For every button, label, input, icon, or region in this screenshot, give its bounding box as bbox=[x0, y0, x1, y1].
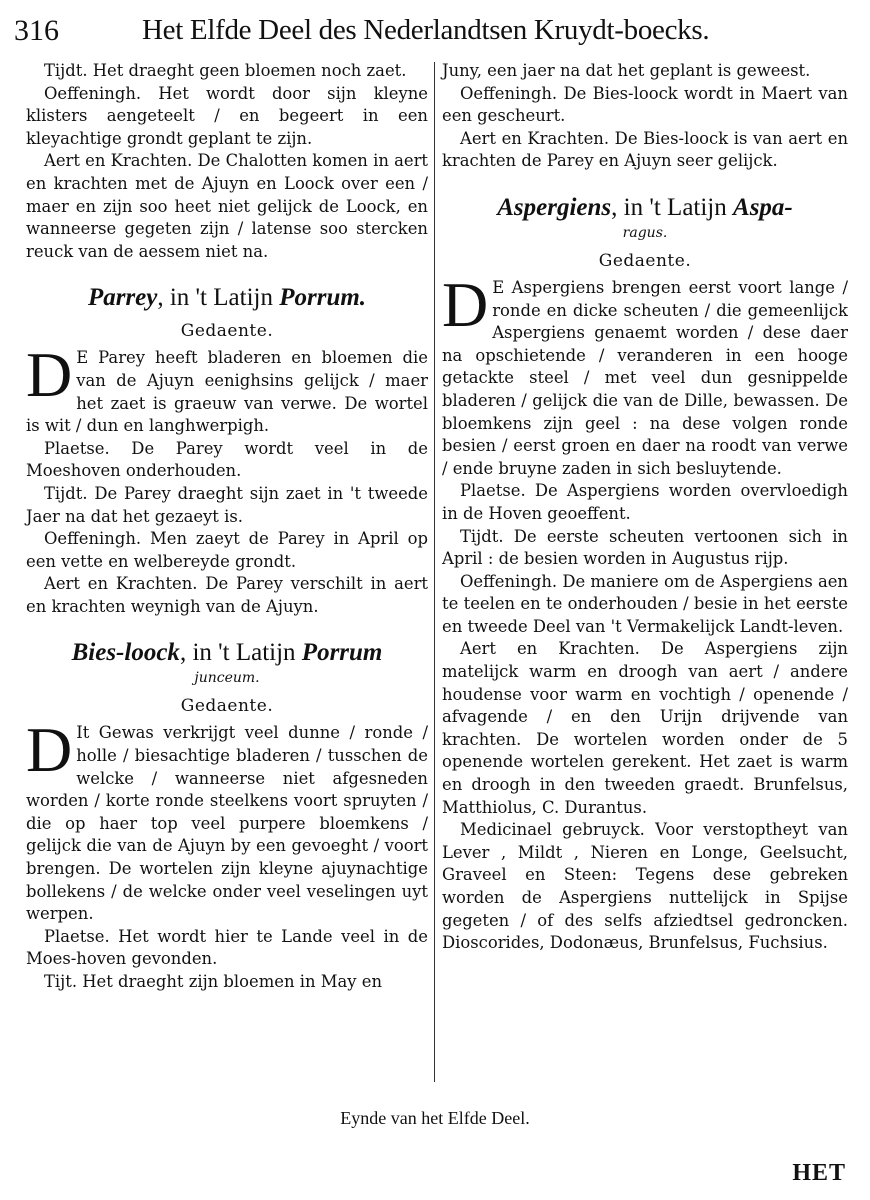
column-divider bbox=[434, 62, 435, 1082]
section-heading-parrey bbox=[26, 283, 428, 313]
end-of-part-line: Eynde van het Elfde Deel. bbox=[340, 1108, 530, 1128]
heading-aspergiens-rest: , in 't Latijn bbox=[611, 193, 734, 221]
left-intro-oeffeningh: Oeffeningh. Het wordt door sijn kleyne klisters aengeteelt / en begeert in een kleyachtige grondt geplant te zijn. bbox=[26, 83, 428, 148]
aspergiens-description bbox=[442, 268, 848, 480]
section-heading-bies-loock bbox=[26, 638, 428, 668]
heading-aspergiens-name: Aspergiens bbox=[497, 193, 612, 221]
parrey-aert: Aert en Krachten. De Parey verschilt in aert en krachten weynigh van de Ajuyn. bbox=[26, 574, 428, 616]
bies-loock-plaetse: Plaetse. Het wordt hier te Lande veel in de Moes-hoven gevonden. bbox=[26, 926, 428, 969]
catchword: HET bbox=[792, 1160, 846, 1186]
left-intro-aert: Aert en Krachten. De Chalotten komen in aert en krachten met de Ajuyn en Loock over een / maer en zijn soo heet niet gelijck de Loock, en wanneerse gegeten zijn / latense soo stercken reuck van de aessem niet na. bbox=[26, 151, 428, 261]
heading-bies-loock-latin: Porrum bbox=[301, 639, 383, 667]
heading-aspergiens-latin: Aspa- bbox=[733, 193, 793, 221]
section-heading-aspergiens bbox=[442, 193, 848, 223]
bies-loock-description bbox=[26, 714, 428, 925]
running-title: Het Elfde Deel des Nederlandtsen Kruydt-boecks. bbox=[142, 14, 710, 46]
aspergiens-gedaente-label: Gedaente. bbox=[598, 250, 692, 271]
right-intro-continuation: Juny, een jaer na dat het geplant is geweest. bbox=[442, 61, 811, 80]
heading-bies-loock-rest: , in 't Latijn bbox=[179, 639, 302, 667]
heading-parrey-latin: Porrum. bbox=[279, 284, 367, 312]
bies-loock-gedaente-label: Gedaente. bbox=[180, 696, 274, 717]
aspergiens-drop-cap: D bbox=[442, 268, 489, 340]
left-column bbox=[26, 60, 428, 994]
parrey-plaetse: Plaetse. De Parey wordt veel in de Moeshoven onderhouden. bbox=[26, 438, 428, 481]
parrey-tijdt: Tijdt. De Parey draeght sijn zaet in 't tweede Jaer na dat het gezaeyt is. bbox=[26, 483, 428, 526]
aspergiens-oeffeningh: Oeffeningh. De maniere om de Aspergiens aen te teelen en te onderhouden / besie in het eerste en tweede Deel van 't Vermakelijck Landt-leven. bbox=[442, 571, 848, 636]
aspergiens-description-text: E Aspergiens brengen eerst voort lange / ronde en dicke scheuten / die gemeenlijck Aspergiens genaemt worden / dese daer na opschietende / veranderen in een hooge getackte steel / met veel dun gesnippelde bladeren / gelijck die van de Dille, bewassen. De bloemkens zijn geel : na dese volgen ronde besien / eerst groen en daer na roodt van verwe / ende bruyne zaden in sich besluytende. bbox=[442, 277, 848, 478]
right-intro-aert: Aert en Krachten. De Bies-loock is van aert en krachten de Parey en Ajuyn seer gelijck. bbox=[442, 128, 848, 171]
page-number: 316 bbox=[14, 14, 59, 47]
parrey-oeffeningh: Oeffeningh. Men zaeyt de Parey in April op een vette en welbereyde grondt. bbox=[26, 529, 428, 571]
bies-loock-description-text: It Gewas verkrijgt veel dunne / ronde / holle / biesachtige bladeren / tusschen de welcke / wanneerse niet afgesneden worden / korte ronde steelkens voort spruyten / die op haer top veel purpere bloemkens / gelijck die van de Ajuyn by een gevoeght / voort brengen. De wortelen zijn kleyne ajuynachtige bollekens / de welcke onder veel veselingen uyt werpen. bbox=[26, 723, 428, 924]
bies-loock-tijt: Tijt. Het draeght zijn bloemen in May en bbox=[44, 972, 383, 991]
right-intro-oeffeningh: Oeffeningh. De Bies-loock wordt in Maert van een gescheurt. bbox=[442, 83, 848, 126]
heading-parrey-rest: , in 't Latijn bbox=[157, 284, 280, 312]
aspergiens-tijdt: Tijdt. De eerste scheuten vertoonen sich in April : de besien worden in Augustus rijp. bbox=[442, 526, 848, 569]
parrey-gedaente-label: Gedaente. bbox=[180, 321, 274, 342]
heading-parrey-name: Parrey bbox=[87, 284, 158, 312]
left-intro-tijdt: Tijdt. Het draeght geen bloemen noch zaet. bbox=[44, 61, 407, 80]
parrey-description-text: E Parey heeft bladeren en bloemen die van de Ajuyn eenighsins gelijck / maer het zaet is graeuw van verwe. De wortel is wit / dun en langhwerpigh. bbox=[26, 348, 428, 436]
parrey-description bbox=[26, 339, 428, 437]
aspergiens-heading-subtitle: ragus. bbox=[622, 224, 668, 241]
parrey-drop-cap: D bbox=[26, 339, 73, 411]
aspergiens-plaetse: Plaetse. De Aspergiens worden overvloedigh in de Hoven geoeffent. bbox=[442, 481, 848, 523]
page-header bbox=[14, 10, 856, 52]
bies-loock-drop-cap: D bbox=[26, 714, 73, 786]
bies-loock-heading-subtitle: junceum. bbox=[194, 670, 260, 687]
heading-bies-loock-name: Bies-loock bbox=[71, 639, 180, 667]
aspergiens-medicinael: Medicinael gebruyck. Voor verstoptheyt van Lever , Mildt , Nieren en Longe, Geelsucht, Graveel en Steen: Tegens dese gebreken worden de Aspergiens nuttelijck in Spijse gegeten / of des selfs afziedtsel gedroncken. Dioscorides, Dodonæus, Brunfelsus, Fuchsius. bbox=[442, 820, 848, 953]
right-column bbox=[442, 60, 848, 955]
aspergiens-aert: Aert en Krachten. De Aspergiens zijn matelijck warm en droogh van aert / andere houdense voor warm en vochtigh / openende / afvagende / en den Urijn drijvende van krachten. De wortelen worden onder de 5 openende wortelen gerekent. Het zaet is warm en droogh in den tweeden graedt. Brunfelsus, Matthiolus, C. Durantus. bbox=[442, 639, 848, 817]
